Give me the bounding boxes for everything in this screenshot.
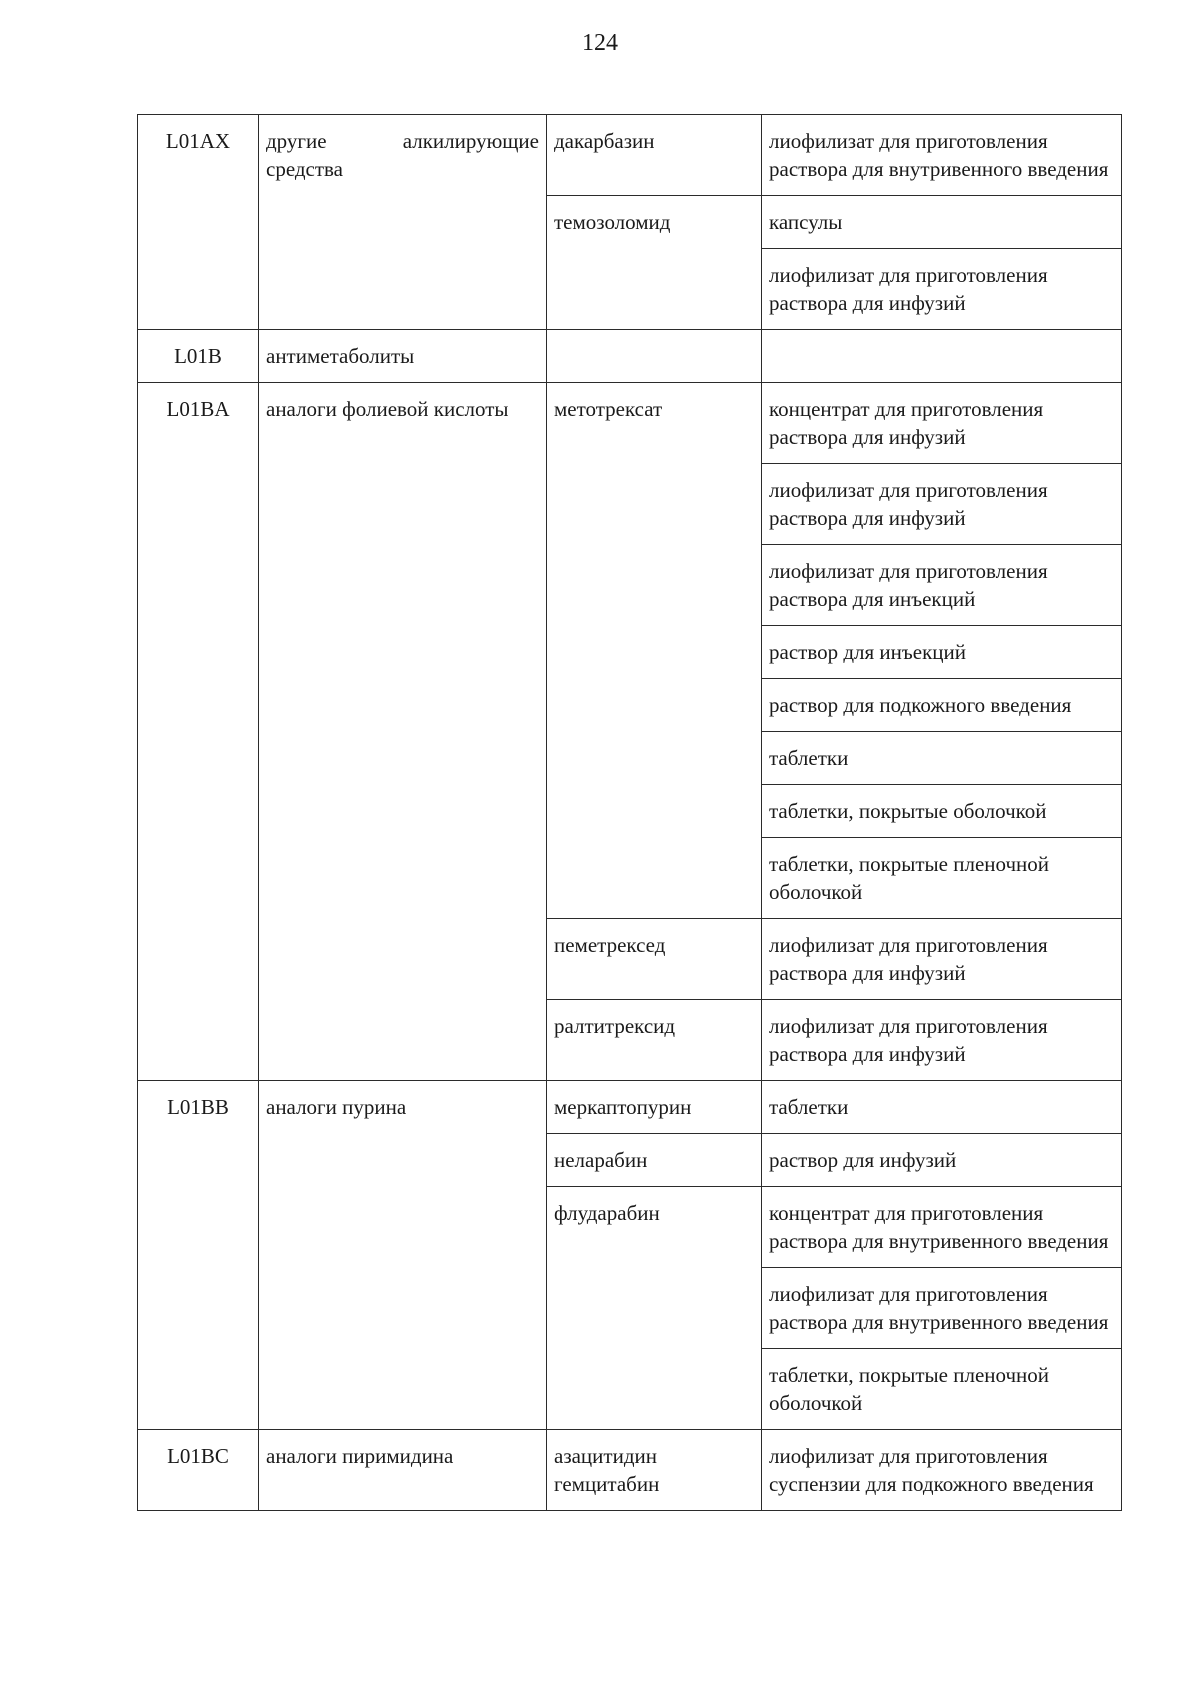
drug-cell: меркаптопурин — [547, 1081, 762, 1134]
dosage-form-cell: таблетки, покрытые пленочной оболочкой — [762, 1349, 1122, 1430]
dosage-form-cell: лиофилизат для приготовления раствора для инфузий — [762, 1000, 1122, 1081]
dosage-form-cell: таблетки, покрытые пленочной оболочкой — [762, 838, 1122, 919]
table-row — [138, 330, 1122, 383]
drug-cell: флударабин — [547, 1187, 762, 1430]
dosage-form-cell: таблетки, покрытые оболочкой — [762, 785, 1122, 838]
dosage-form-cell — [762, 330, 1122, 383]
atc-code-cell: L01AX — [138, 115, 259, 330]
dosage-form-cell: концентрат для приготовления раствора для внутривенного введения — [762, 1187, 1122, 1268]
dosage-form-cell: лиофилизат для приготовления суспензии для подкожного введения — [762, 1430, 1122, 1511]
drug-cell — [547, 330, 762, 383]
group-cell: другие алкилирующие средства — [259, 115, 547, 330]
dosage-form-cell: таблетки — [762, 732, 1122, 785]
dosage-form-cell: раствор для инъекций — [762, 626, 1122, 679]
drug-cell: дакарбазин — [547, 115, 762, 196]
drug-cell: ралтитрексид — [547, 1000, 762, 1081]
drug-cell: неларабин — [547, 1134, 762, 1187]
dosage-form-cell: лиофилизат для приготовления раствора для инфузий — [762, 919, 1122, 1000]
atc-code-cell: L01B — [138, 330, 259, 383]
table-row — [138, 1081, 1122, 1134]
group-cell: аналоги пурина — [259, 1081, 547, 1430]
table-row — [138, 1430, 1122, 1511]
dosage-form-cell: концентрат для приготовления раствора для инфузий — [762, 383, 1122, 464]
drug-cell: темозоломид — [547, 196, 762, 330]
drug-cell: азацитидин гемцитабин — [547, 1430, 762, 1511]
table-row — [138, 115, 1122, 196]
dosage-form-cell: лиофилизат для приготовления раствора для инфузий — [762, 249, 1122, 330]
atc-code-cell: L01BA — [138, 383, 259, 1081]
group-cell: аналоги фолиевой кислоты — [259, 383, 547, 1081]
group-cell: антиметаболиты — [259, 330, 547, 383]
dosage-form-cell: таблетки — [762, 1081, 1122, 1134]
drug-table — [137, 114, 1122, 1511]
drug-cell: метотрексат — [547, 383, 762, 919]
page-number: 124 — [582, 30, 618, 56]
dosage-form-cell: лиофилизат для приготовления раствора для внутривенного введения — [762, 115, 1122, 196]
drug-cell: пеметрексед — [547, 919, 762, 1000]
dosage-form-cell: лиофилизат для приготовления раствора для внутривенного введения — [762, 1268, 1122, 1349]
table-row — [138, 383, 1122, 464]
atc-code-cell: L01BC — [138, 1430, 259, 1511]
group-cell: аналоги пиримидина — [259, 1430, 547, 1511]
dosage-form-cell: раствор для инфузий — [762, 1134, 1122, 1187]
dosage-form-cell: капсулы — [762, 196, 1122, 249]
dosage-form-cell: раствор для подкожного введения — [762, 679, 1122, 732]
atc-code-cell: L01BB — [138, 1081, 259, 1430]
dosage-form-cell: лиофилизат для приготовления раствора для инъекций — [762, 545, 1122, 626]
dosage-form-cell: лиофилизат для приготовления раствора для инфузий — [762, 464, 1122, 545]
